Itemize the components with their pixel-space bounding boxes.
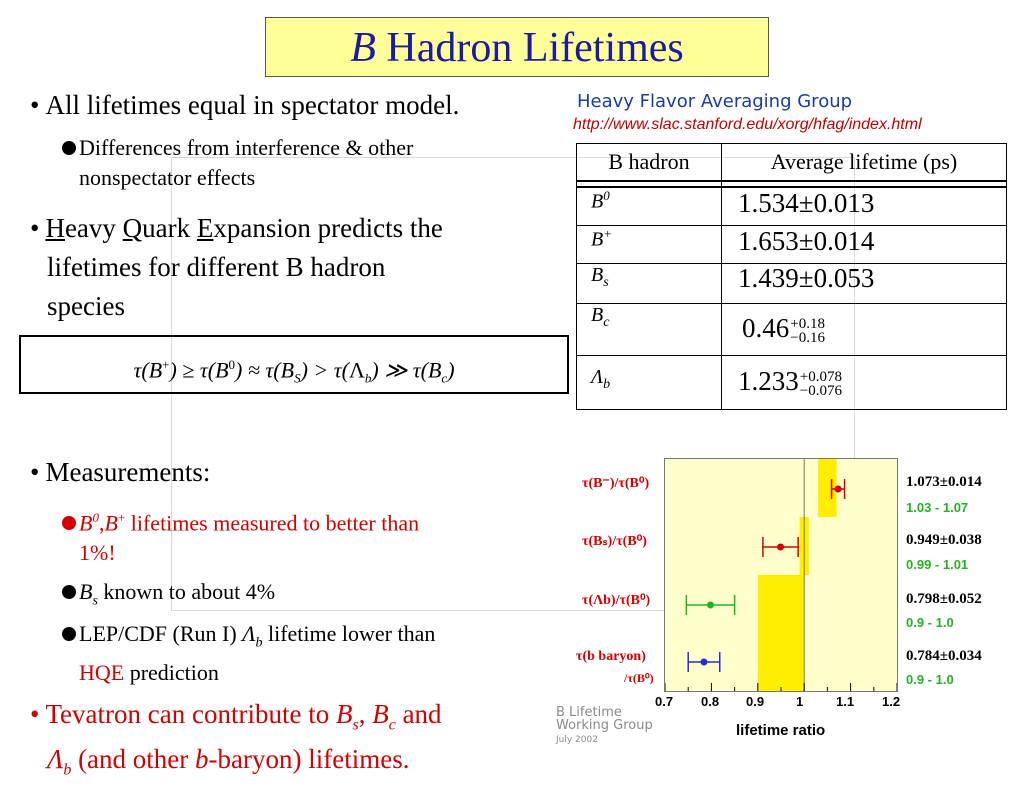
ratio-label-bs: τ(Bₛ)/τ(B⁰) (582, 534, 647, 549)
bullet-hqe: • Heavy Quark Expansion predicts the lifetimes for different B hadron species (30, 211, 570, 323)
bullet-dot-icon (62, 585, 76, 599)
ratio-value: 0.798±0.052 (906, 591, 982, 607)
ratio-value: 1.073±0.014 (906, 474, 982, 490)
x-tick-label: 1 (796, 694, 804, 709)
table-header-lifetime: Average lifetime (ps) (722, 144, 1007, 182)
table-row: $B^0$ 1.534±0.013 (577, 187, 1007, 225)
table-row: B+ 1.653±0.014 (577, 225, 1007, 263)
range-band (758, 575, 804, 691)
ratio-range: 0.9 - 1.0 (906, 615, 954, 630)
table-row: $B_s$ 1.439±0.053 (577, 263, 1007, 303)
ratio-label-lambdab: τ(Λb)/τ(B⁰) (582, 593, 651, 608)
ratio-range: 1.03 - 1.07 (906, 500, 969, 515)
bullet-spectator-model: • All lifetimes equal in spectator model. (30, 88, 459, 122)
bullet-dot-icon (62, 516, 76, 530)
x-tick-label: 0.7 (655, 694, 674, 709)
x-tick-label: 1.1 (836, 694, 855, 709)
table-row: $B_c$ 0.46+0.18 −0.16 (577, 303, 1007, 355)
data-point (700, 659, 707, 666)
ratio-range: 0.9 - 1.0 (906, 672, 954, 687)
ratio-value: 0.949±0.038 (906, 532, 982, 548)
sub-bullet-b0-bplus: $B^0,B^+$ lifetimes measured to better than 1%! (62, 503, 542, 568)
ratio-label-bminus: τ(B⁻)/τ(B⁰) (582, 476, 650, 491)
bullet-measurements: • Measurements: (30, 455, 210, 489)
hfag-title: Heavy Flavor Averaging Group (577, 91, 853, 112)
ratio-range: 0.99 - 1.01 (906, 557, 969, 572)
hfag-url-link[interactable]: http://www.slac.stanford.edu/xorg/hfag/index.html (573, 116, 922, 133)
plot-svg (665, 459, 897, 691)
x-tick-label: 0.9 (746, 694, 765, 709)
range-band (818, 459, 837, 517)
lifetime-table (576, 143, 1007, 410)
bullet-dot-icon (62, 141, 76, 155)
sub-bullet-lambda-b: LEP/CDF (Run I) $\Lambda_b$ lifetime lower than HQE prediction (62, 619, 552, 688)
lifetime-hierarchy-formula: $\tau(B^+) \ge \tau(B^0) \approx \tau(B_S) > \tau(\Lambda_b)$ ≫ $\tau(B_c)$ (19, 335, 569, 394)
x-tick-label: 1.2 (882, 694, 901, 709)
ratio-label-bbaryon-denominator: /τ(B⁰) (624, 671, 654, 685)
bullet-dot-icon (62, 627, 76, 641)
table-row: $\Lambda_b$ 1.233+0.078 −0.076 (577, 355, 1007, 409)
slide-title: B Hadron Lifetimes (265, 17, 769, 77)
data-point (707, 602, 714, 609)
table-header-hadron: B hadron (577, 144, 722, 182)
bullet-tevatron: • Tevatron can contribute to $B_s$, $B_c$ and $\Lambda_b$ (and other b-baryon) lifetimes. (30, 697, 570, 788)
lifetime-ratio-plot (664, 458, 898, 692)
b-lifetime-working-group-logo: B Lifetime Working Group July 2002 (556, 705, 653, 745)
sub-bullet-bs: $B_s$ known to about 4% (62, 577, 275, 616)
x-tick-label: 0.8 (701, 694, 720, 709)
ratio-label-bbaryon: τ(b baryon) (576, 649, 646, 664)
ratio-value: 0.784±0.034 (906, 648, 982, 664)
x-axis-title: lifetime ratio (736, 722, 826, 739)
data-point (777, 544, 784, 551)
data-point (835, 486, 842, 493)
sub-bullet-interference: Differences from interference & other nonspectator effects (62, 133, 532, 193)
